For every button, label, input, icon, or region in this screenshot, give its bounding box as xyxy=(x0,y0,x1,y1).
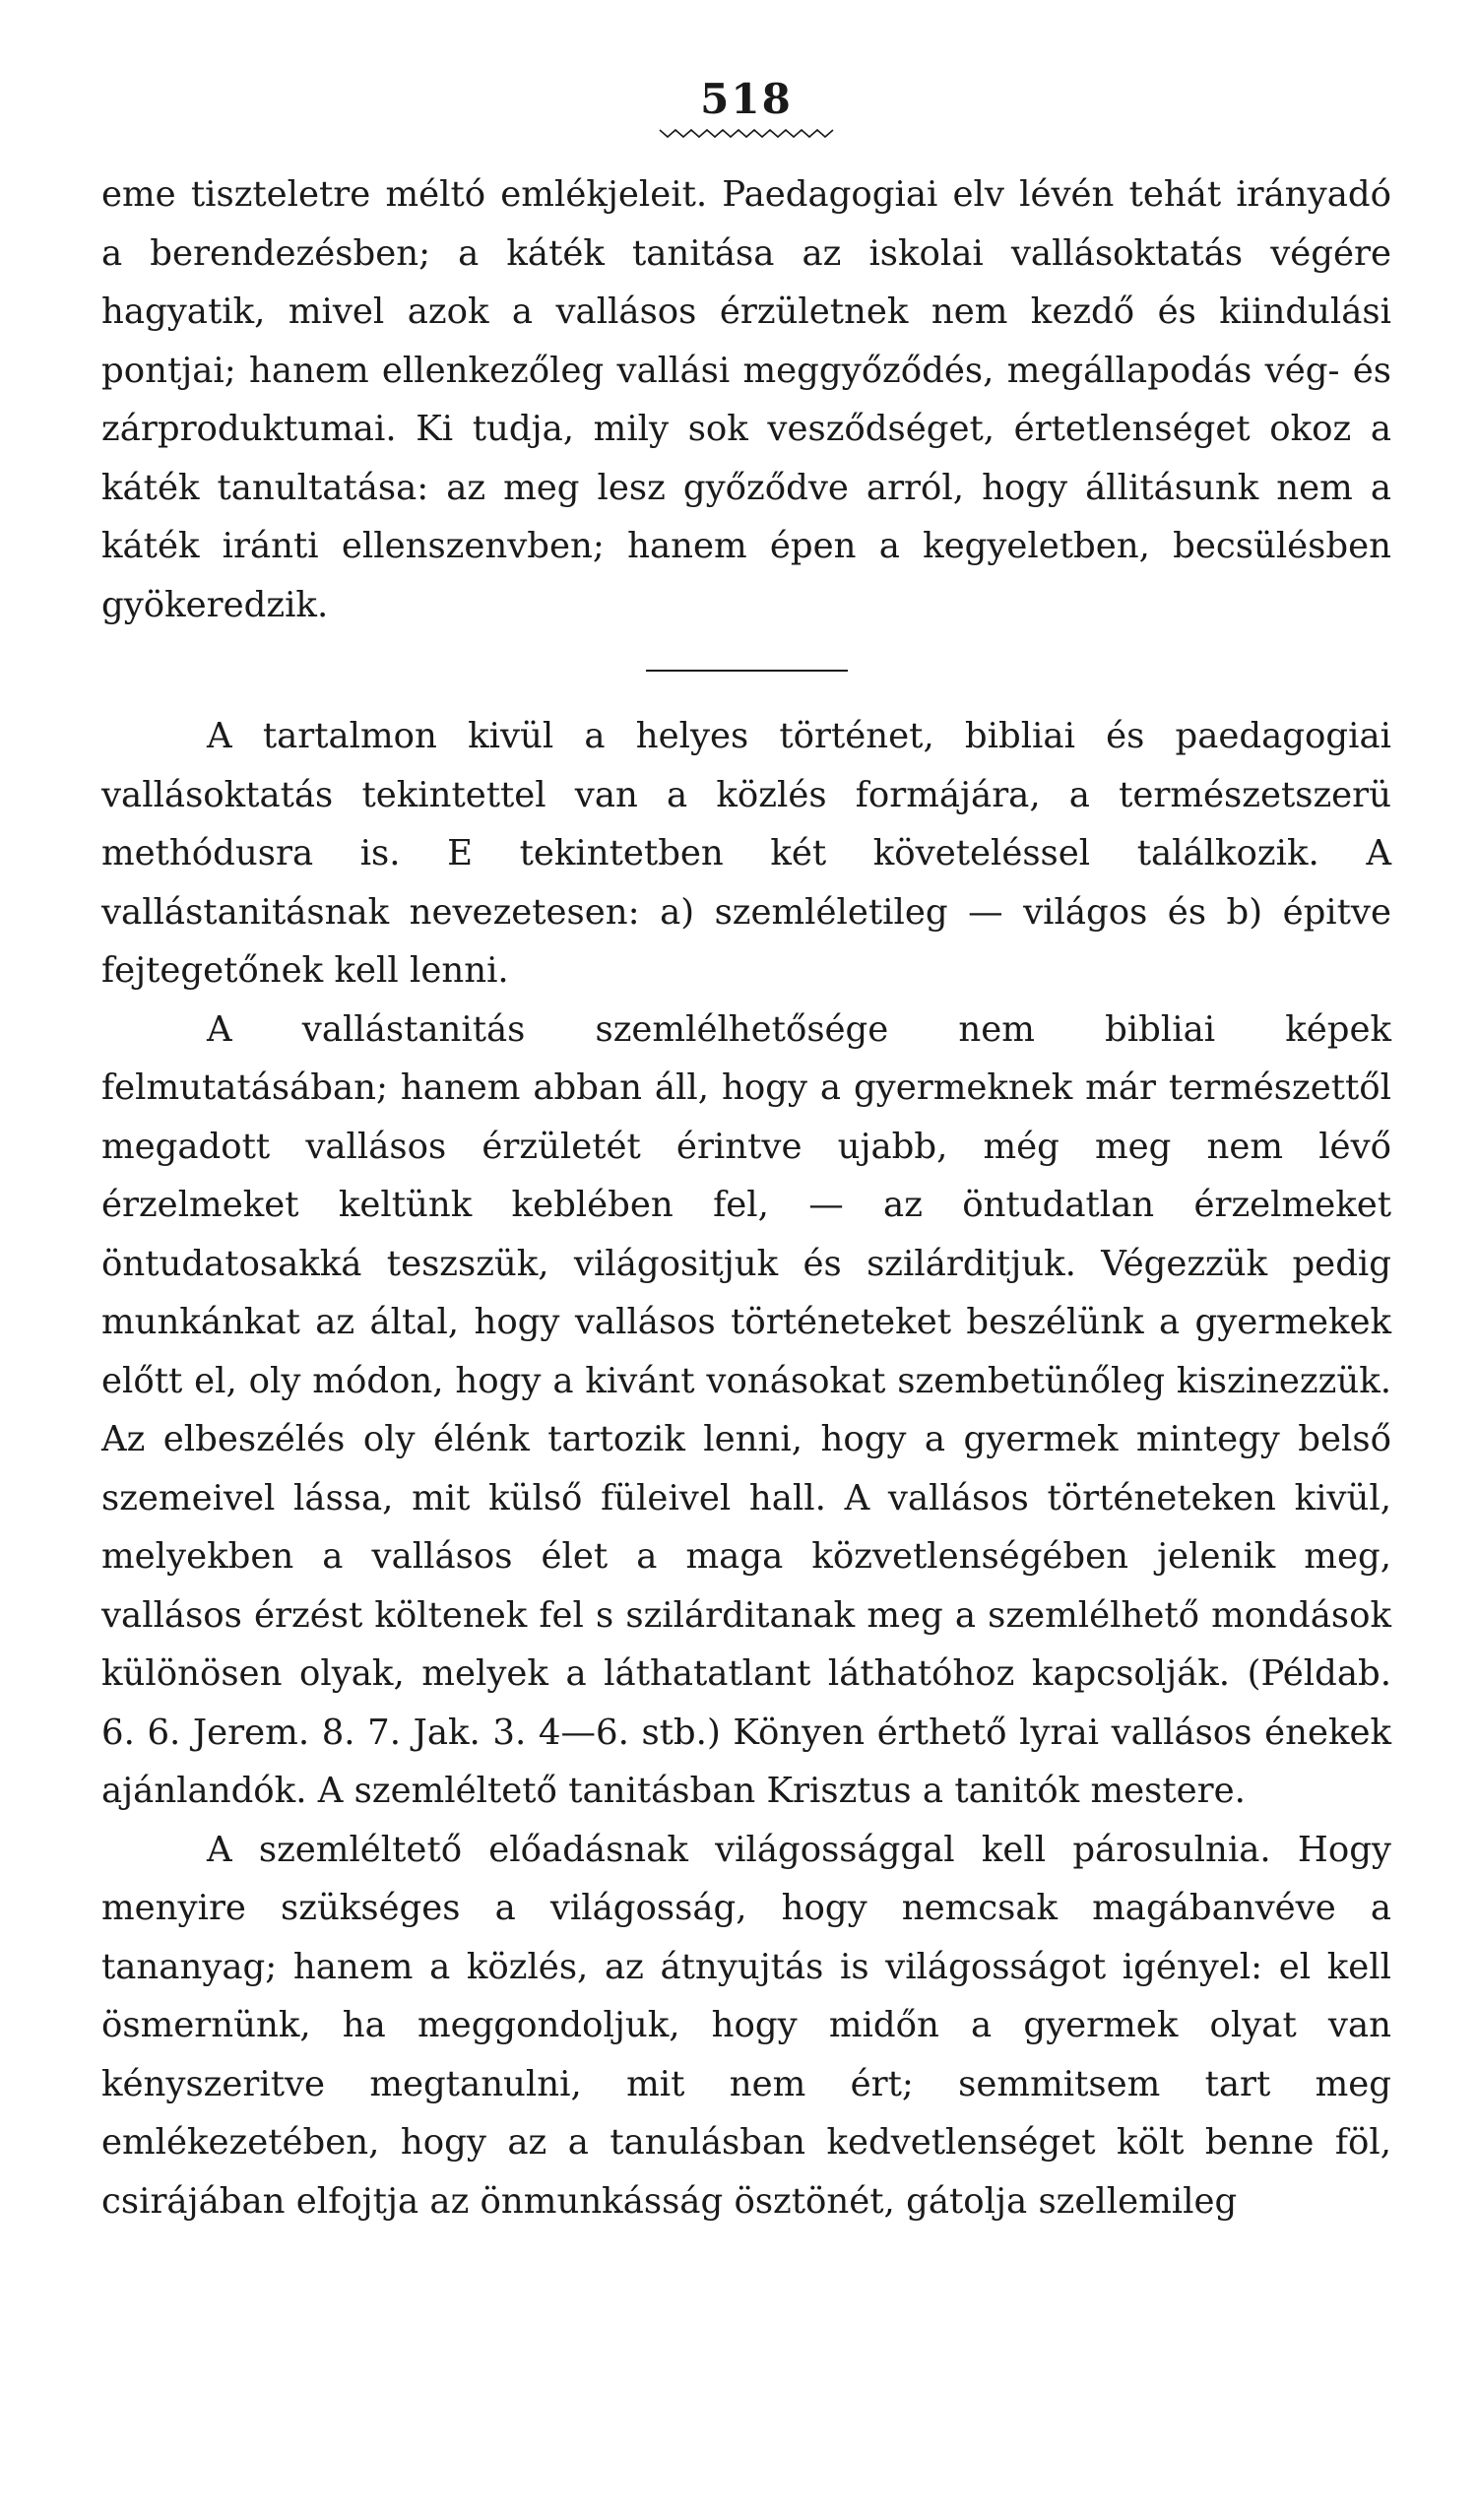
book-page xyxy=(101,75,1391,2230)
page-header xyxy=(101,75,1391,140)
section-divider xyxy=(646,670,848,672)
paragraph-content-form: A tartalmon kivül a helyes történet, bibliai és paedagogiai vallásoktatás tekintettel van a közlés formájára, a természetszerü methódusra is. E tekintetben két követeléssel találkozik. A vallástanitásnak nevezetesen: a) szemléletileg — világos és b) épitve fejtegetőnek kell lenni. xyxy=(101,716,1391,991)
wavy-ornament xyxy=(658,126,835,140)
paragraph-clarity: A szemléltető előadásnak világossággal kell párosulnia. Hogy menyire szükséges a világosság, hogy nemcsak magábanvéve a tananyag; hanem a közlés, az átnyujtás is világosságot igényel: el kell ösmernünk, ha meggondoljuk, hogy midőn a gyermek olyat van kényszeritve megtanulni, mit nem ért; semmitsem tart meg emlékezetében, hogy az a tanulásban kedvetlenséget költ benne föl, csirájában elfojtja az önmunkásság ösztönét, gátolja szellemileg xyxy=(101,1829,1391,2222)
paragraph-visual-teaching: A vallástanitás szemlélhetősége nem bibliai képek felmutatásában; hanem abban áll, hogy a gyermeknek már természettől megadott vallásos érzületét érintve ujabb, még meg nem lévő érzelmeket keltünk keblében fel, — az öntudatlan érzelmeket öntudatosakká teszszük, világositjuk és szilárditjuk. Végezzük pedig munkánkat az által, hogy vallásos történeteket beszélünk a gyermekek előtt el, oly módon, hogy a kivánt vonásokat szembetünőleg kiszinezzük. Az elbeszélés oly élénk tartozik lenni, hogy a gyermek mintegy belső szemeivel lássa, mit külső füleivel hall. A vallásos történeteken kivül, melyekben a vallásos élet a maga közvetlenségében jelenik meg, vallásos érzést költenek fel s szilárditanak meg a szemlélhető mondások különösen olyak, melyek a láthatatlant láthatóhoz kapcsolják. (Példab. 6. 6. Jerem. 8. 7. Jak. 3. 4—6. stb.) Könyen érthető lyrai vallásos énekek ajánlandók. A szemléltető tanitásban Krisztus a tanitók mestere. xyxy=(101,1008,1391,1811)
page-number: 518 xyxy=(700,75,793,123)
paragraph-continuation: eme tiszteletre méltó emlékjeleit. Paedagogiai elv lévén tehát irányadó a berendezésben; a káték tanitása az iskolai vallásoktatás végére hagyatik, mivel azok a vallásos érzületnek nem kezdő és kiindulási pontjai; hanem ellenkezőleg vallási meggyőződés, megállapodás vég- és zárproduktumai. Ki tudja, mily sok vesződséget, értetlenséget okoz a káték tanultatása: az meg lesz győződve arról, hogy állitásunk nem a káték iránti ellenszenvben; hanem épen a kegyeletben, becsülésben gyökeredzik. xyxy=(101,174,1391,625)
